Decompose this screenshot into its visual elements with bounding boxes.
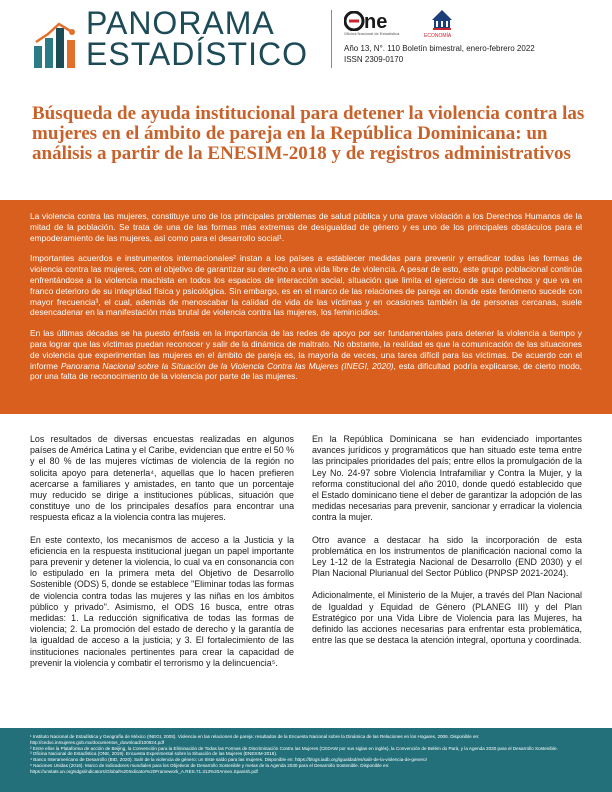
intro-paragraph-1: La violencia contra las mujeres, constituye uno de los principales problemas de salud pública y una grave violación a los Derechos Humanos de la mitad de la población. Se trata de una de las formas más extremas de desigualdad de género y es uno de los principales obstáculos para el empoderamiento de las mujeres, así como para el desarrollo social¹. bbox=[30, 211, 582, 243]
intro-p3-report-title: Panorama Nacional sobre la Situación de la Violencia Contra las Mujeres (INEGI, 2020) bbox=[60, 360, 394, 371]
one-org-name: Oficina Nacional de Estadística bbox=[344, 31, 400, 36]
issue-line: Año 13, N°. 110 Boletín bimestral, enero-febrero 2022 bbox=[344, 44, 535, 53]
footnote: ¹ Instituto Nacional de Estadística y Geografía de México (INEGI, 2008). Violencia en las relaciones de pareja: resultados de la Encuesta Nacional sobre la Dinámica de las Relaciones en los Hogares, 2006. Disponible en: http://cedoc.inmujeres.gob.mx/documentos_download/100924.pdf bbox=[30, 734, 480, 745]
publication-title bbox=[86, 5, 308, 72]
intro-p3-part-b: , esta dificultad podría explicarse, de cierto modo, por una falta de reconocimiento de la violencia por parte de las mujeres. bbox=[30, 360, 582, 382]
footnote: ² Entre ellos la Plataforma de acción de Beijing, la Convención para la Eliminación de Todas las Formas de Discriminación Contra las Mujeres (CEDAW por sus siglas en inglés), la Convención de Belém do Pará, y la Agenda 2030 para el Desarrollo Sostenible. bbox=[30, 745, 558, 751]
footnote: ⁵ Naciones Unidas (2016). Marco de indicadores mundiales para los Objetivos de Desarrollo Sostenible y metas de la Agenda 2030 para el Desarrollo Sostenible. Disponible en: https://unstats.un.org/sdgs/indicators/Global%20Indicator%20Framework_A.RES.71.313%20Annex.Spanish.pdf bbox=[30, 762, 390, 774]
brand-line-1: PANORAMA bbox=[86, 5, 275, 41]
left-paragraph-1: Los resultados de diversas encuestas realizadas en algunos países de América Latina y el Caribe, evidencian que entre el 50 % y el 80 % de las mujeres víctimas de violencia de la región no solicita apoyo para detenerla⁴, aquellas que lo hacen prefieren acercarse a familiares y amistades, en tanto que un porcentaje muy reducido se dirige a instituciones públicas, situación que constituye uno de los principales desafíos para encontrar una respuesta eficaz a la violencia contra las mujeres. bbox=[30, 434, 294, 523]
brand-line-2: ESTADÍSTICO bbox=[86, 36, 308, 72]
footnote: ⁴ Banco Interamericano de Desarrollo (BID, 2020). Salir de la violencia de género: un triste saldo para las mujeres. Disponible en: https://blogs.iadb.org/igualdad/es/salir-de-la-violencia-de-genero/ bbox=[30, 757, 427, 763]
econ-org-name: ECONOMÍA bbox=[424, 33, 452, 39]
right-column bbox=[312, 434, 582, 657]
footnote: ³ Oficina Nacional de Estadística (ONE, 2019). Encuesta Experimental sobre la Situación de las Mujeres (ENESIM-2018). bbox=[30, 751, 278, 757]
intro-paragraph-2: Importantes acuerdos e instrumentos internacionales² instan a los países a establecer medidas para prevenir y erradicar todas las formas de violencia contra las mujeres, con el objetivo de garantizar su derecho a una vida libre de violencia. A pesar de esto, este grupo poblacional continúa enfrentándose a la violencia machista en todos los espacios de interacción social, situación que limita el ejercicio de sus derechos y que va en franco deterioro de su integridad física y psicológica. Sin embargo, es en el marco de las relaciones de pareja en donde este fenómeno sucede con mayor frecuencia³, el cual, además de menoscabar la calidad de vida de las víctimas y en ocasiones también la de personas cercanas, suele desencadenar en la manifestación más brutal de violencia contra las mujeres, los feminicidios. bbox=[30, 253, 582, 318]
left-paragraph-2: En este contexto, los mecanismos de acceso a la Justicia y la eficiencia en la respuesta institucional juegan un papel importante para prevenir y detener la violencia, lo cual va en consonancia con lo estipulado en la primera meta del Objetivo de Desarrollo Sostenible (ODS) 5, donde se establece "Eliminar todas las formas de violencia contra todas las mujeres y las niñas en los ámbitos público y privado". Asimismo, el ODS 16 busca, entre otras medidas: 1. La reducción significativa de todas las formas de violencia; 2. La promoción del estado de derecho y la garantía de la igualdad de acceso a la justicia; y 3. El fortalecimiento de las instituciones nacionales pertinentes para crear la capacidad de prevenir la violencia y combatir el terrorismo y la delincuencia⁵. bbox=[30, 534, 294, 668]
government-seal-icon bbox=[430, 8, 454, 32]
right-paragraph-3: Adicionalmente, el Ministerio de la Mujer, a través del Plan Nacional de Igualdad y Equidad de Género (PLANEG III) y del Plan Estratégico por una Vida Libre de Violencia para las Mujeres, ha definido las acciones necesarias para enfrentar esta problemática, entre las que se destaca la atención integral, oportuna y coordinada. bbox=[312, 590, 582, 646]
bar-chart-logo-icon bbox=[32, 12, 82, 70]
intro-paragraph-3 bbox=[30, 328, 582, 382]
header-divider bbox=[331, 10, 332, 68]
left-column bbox=[30, 434, 294, 680]
footnotes-band bbox=[0, 728, 612, 792]
one-logo-icon bbox=[344, 11, 416, 31]
right-paragraph-2: Otro avance a destacar ha sido la incorporación de esta problemática en los instrumentos de planificación nacional como la Ley 1-12 de la Estrategia Nacional de Desarrollo (END 2030) y el Plan Nacional Plurianual del Sector Público (PNPSP 2021-2024). bbox=[312, 534, 582, 579]
issue-info bbox=[344, 43, 535, 65]
issn: ISSN 2309-0170 bbox=[344, 55, 404, 64]
intro-p3-part-a: En las últimas décadas se ha puesto énfasis en la importancia de las redes de apoyo por ser fundamentales para detener la violencia a tiempo y para lograr que las víctimas puedan reconocer y salir de la dinámica de maltrato. No obstante, la realidad es que la comunicación de las situaciones de violencia que experimentan las mujeres en el ámbito de pareja es, la mayoría de veces, una tarea difícil para las víctimas. De acuerdo con el informe bbox=[30, 328, 582, 371]
article-title: Búsqueda de ayuda institucional para detener la violencia contra las mujeres en el ámbito de pareja en la República Dominicana: un análisis a partir de la ENESIM-2018 y de registros administrativos bbox=[32, 103, 585, 164]
right-paragraph-1: En la República Dominicana se han evidenciado importantes avances jurídicos y programáticos que han situado este tema entre las principales prioridades del país; entre ellos la promulgación de la Ley No. 24-97 sobre Violencia Intrafamiliar y Contra la Mujer, y la reforma constitucional del año 2010, donde quedó establecido que el Estado dominicano tiene el deber de garantizar la adopción de las medidas necesarias para prevenir, sancionar y erradicar la violencia contra la mujer. bbox=[312, 434, 582, 523]
intro-text bbox=[30, 211, 582, 392]
one-logo-text: ne bbox=[364, 11, 388, 31]
footnotes-list bbox=[30, 734, 590, 775]
masthead bbox=[0, 0, 612, 86]
